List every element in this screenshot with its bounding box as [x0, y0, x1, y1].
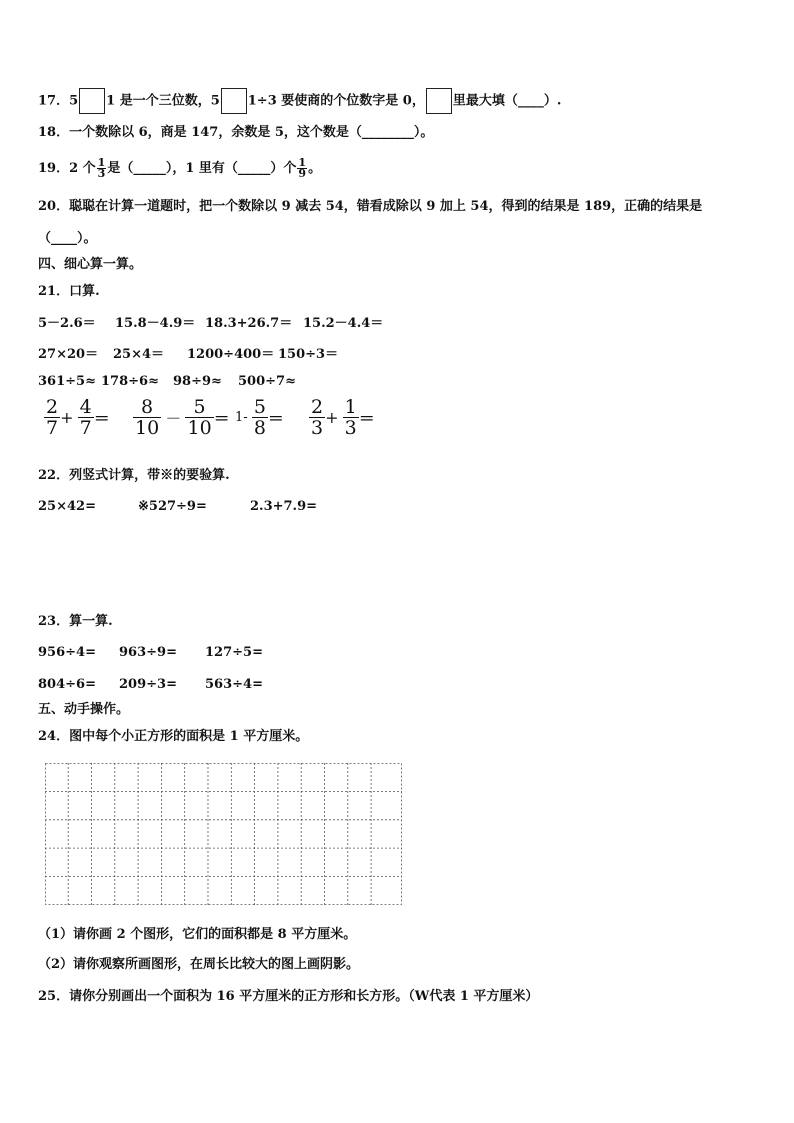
fr4-op: +: [325, 408, 339, 427]
q17-text-b: 1 是一个三位数，5: [106, 93, 220, 109]
q19-fraction-1: [97, 158, 107, 179]
q21-r3-c2: 178÷6≈: [101, 374, 159, 389]
q17-blank-box-2[interactable]: [221, 88, 247, 114]
q17-blank-box-3[interactable]: [426, 88, 452, 114]
q21-fraction-expr-2: [133, 397, 230, 438]
q24-sub-1: （1）请你画 2 个图形，它们的面积都是 8 平方厘米。: [38, 927, 357, 942]
fr1-op: +: [60, 408, 74, 427]
fr2-a: [133, 397, 161, 438]
fr1-a: [44, 397, 60, 438]
fr1-b-num: 4: [79, 396, 92, 418]
q19-frac1-denominator: 3: [97, 167, 106, 180]
fr4-a: [309, 397, 325, 438]
q21-r1-c4: 15.2－4.4＝: [303, 316, 384, 331]
fr1-eq: ＝: [93, 409, 110, 428]
fr4-a-den: 3: [311, 417, 324, 439]
q21-r2-c2: 25×4＝: [113, 347, 165, 362]
q24-sub-2: （2）请你观察所画图形，在周长比较大的图上画阴影。: [38, 957, 360, 972]
q19-frac1-numerator: 1: [97, 156, 106, 169]
question-24-title: 24．图中每个小正方形的面积是 1 平方厘米。: [38, 729, 309, 744]
question-20-line-2: （____）。: [38, 231, 97, 246]
grid-lines: [45, 763, 402, 905]
q23-r2-c1: 804÷6=: [38, 677, 96, 692]
q22-item-3: 2.3+7.9=: [250, 499, 318, 514]
q22-item-2: ※527÷9=: [138, 499, 207, 514]
q19-frac2-numerator: 1: [298, 156, 307, 169]
fr4-b-den: 3: [344, 417, 357, 439]
question-19: [38, 158, 321, 179]
q21-r2-c1: 27×20＝: [38, 347, 99, 362]
q21-r1-c1: 5－2.6＝: [38, 316, 96, 331]
square-grid-svg[interactable]: [45, 763, 403, 906]
fr4-b-num: 1: [344, 396, 357, 418]
q19-fraction-2: [297, 158, 307, 179]
q19-frac2-denominator: 9: [298, 167, 307, 180]
fr3-b-num: 5: [253, 396, 266, 418]
fr2-a-num: 8: [133, 397, 161, 418]
q21-r2-c4: 150÷3＝: [278, 347, 339, 362]
question-18: 18．一个数除以 6，商是 147，余数是 5，这个数是（________）。: [38, 125, 434, 140]
fr4-a-num: 2: [311, 396, 324, 418]
fr1-a-den: 7: [46, 417, 59, 439]
q23-r1-c1: 956÷4=: [38, 645, 96, 660]
q21-r2-c3: 1200÷400＝: [187, 347, 275, 362]
question-17: [38, 88, 561, 114]
q23-r1-c2: 963÷9=: [119, 645, 177, 660]
q22-item-1: 25×42=: [38, 499, 96, 514]
fr3-b-den: 8: [253, 417, 266, 439]
fr1-b-den: 7: [79, 417, 92, 439]
fr2-eq: ＝: [213, 409, 230, 428]
q19-text-b: 是（_____），1 里有（_____）个: [107, 161, 297, 176]
q23-r2-c2: 209÷3=: [119, 677, 177, 692]
q21-fraction-expr-4: [309, 397, 375, 438]
q21-fraction-expr-3: [235, 397, 284, 438]
question-21-title: 21．口算.: [38, 284, 100, 299]
fr4-b: [343, 397, 359, 438]
q19-text-a: 2 个: [69, 161, 96, 176]
fr4-eq: ＝: [358, 409, 375, 428]
q21-r3-c3: 98÷9≈: [173, 374, 222, 389]
section-4-heading: 四、细心算一算。: [38, 257, 143, 272]
question-20-line-1: 20．聪聪在计算一道题时，把一个数除以 9 减去 54，错看成除以 9 加上 54，得到的结果是 189，正确的结果是: [38, 199, 703, 214]
fr2-b: [185, 397, 213, 438]
q23-r1-c3: 127÷5=: [205, 645, 263, 660]
q21-fraction-expr-1: [44, 397, 110, 438]
square-grid[interactable]: [45, 763, 403, 910]
q21-r3-c1: 361÷5≈: [38, 374, 96, 389]
fr2-b-den: 10: [187, 417, 212, 439]
question-23-title: 23．算一算.: [38, 614, 113, 629]
fr3-b: [252, 397, 268, 438]
q19-number: 19．: [38, 161, 70, 176]
question-22-title: 22．列竖式计算，带※的要验算.: [38, 468, 230, 483]
q17-number: 17．: [38, 93, 70, 109]
fr2-op: －: [165, 409, 182, 428]
section-5-heading: 五、动手操作。: [38, 702, 130, 717]
fr3-eq: ＝: [267, 409, 284, 428]
question-25: 25．请你分别画出一个面积为 16 平方厘米的正方形和长方形。（W代表 1 平方厘米）: [38, 989, 539, 1004]
q17-text-d: 里最大填（____）.: [452, 93, 562, 109]
q19-text-c: 。: [308, 161, 322, 176]
q21-r1-c2: 15.8－4.9＝: [115, 316, 196, 331]
fr1-a-num: 2: [46, 396, 59, 418]
fr1-b: [78, 397, 94, 438]
q21-r3-c4: 500÷7≈: [238, 374, 296, 389]
q21-r1-c3: 18.3+26.7＝: [205, 316, 293, 331]
q17-text-a: 5: [69, 93, 79, 109]
fr2-a-den: 10: [135, 417, 160, 439]
fr2-b-num: 5: [185, 397, 213, 418]
q17-blank-box-1[interactable]: [79, 88, 105, 114]
q23-r2-c3: 563÷4=: [205, 677, 263, 692]
q17-text-c: 1÷3 要使商的个位数字是 0，: [247, 93, 425, 109]
fr3-lead: 1-: [235, 410, 248, 425]
